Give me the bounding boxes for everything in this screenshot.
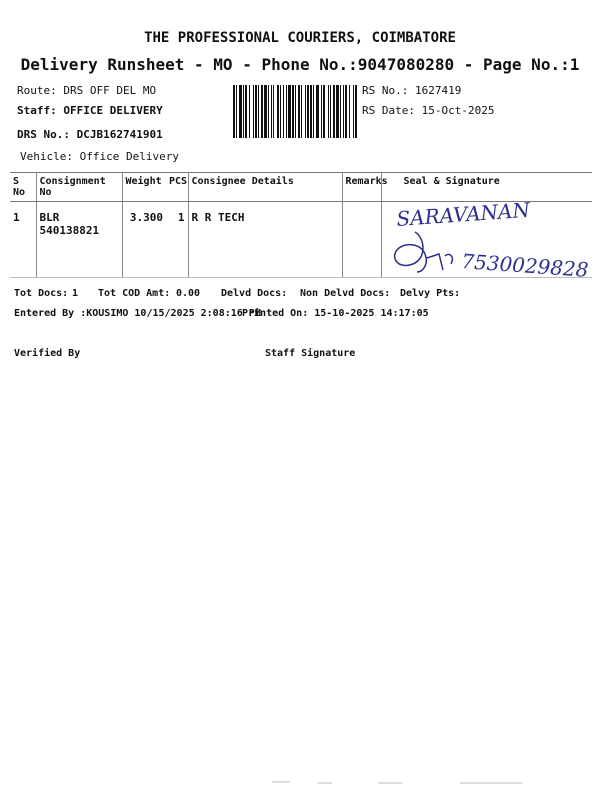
signature-phone: 7530029828	[460, 249, 590, 282]
col-header-pcs: PCS	[166, 173, 188, 202]
col-header-weight: Weight	[122, 173, 166, 202]
col-header-consignment: Consignment No	[36, 173, 122, 202]
staff-signature-label: Staff Signature	[265, 348, 356, 359]
printed-on: Printed On: 15-10-2025 14:17:05	[242, 308, 429, 319]
col-header-sno: S No	[10, 173, 36, 202]
signature-scrawl-icon	[395, 232, 453, 272]
cell-weight: 3.300	[122, 202, 166, 278]
cell-sno: 1	[10, 202, 36, 278]
scan-artifact	[0, 776, 600, 788]
cell-consignment: BLR 540138821	[36, 202, 122, 278]
drs-number: DRS No.: DCJB162741901	[17, 128, 163, 141]
runsheet-subtitle: Delivery Runsheet - MO - Phone No.:9047080280 - Page No.:1	[20, 55, 580, 74]
col-header-consignee: Consignee Details	[188, 173, 342, 202]
handwritten-signature	[385, 198, 590, 282]
non-delvd-docs: Non Delvd Docs:	[300, 288, 391, 299]
col-header-signature: Seal & Signature	[381, 173, 592, 202]
tot-cod-label: Tot COD Amt:	[98, 288, 171, 299]
tot-cod-value: 0.00	[176, 288, 201, 299]
verified-by: Verified By	[14, 348, 81, 359]
rs-number: RS No.: 1627419	[362, 84, 462, 97]
delvd-docs: Delvd Docs:	[221, 288, 288, 299]
route-info: Route: DRS OFF DEL MO	[17, 84, 157, 97]
staff-info: Staff: OFFICE DELIVERY	[17, 104, 163, 117]
company-title: THE PROFESSIONAL COURIERS, COIMBATORE	[144, 30, 456, 46]
barcode	[233, 85, 357, 138]
entered-by: Entered By :KOUSIMO 10/15/2025 2:08:16 PM	[14, 308, 261, 319]
vehicle-info: Vehicle: Office Delivery	[20, 150, 179, 163]
col-header-remarks: Remarks	[342, 173, 381, 202]
cell-consignee: R R TECH	[188, 202, 342, 278]
rs-date: RS Date: 15-Oct-2025	[362, 104, 495, 117]
cell-remarks	[342, 202, 381, 278]
delvy-pts: Delvy Pts:	[400, 288, 461, 299]
tot-docs-value: 1	[72, 288, 79, 299]
tot-docs-label: Tot Docs:	[14, 288, 69, 299]
cell-pcs: 1	[166, 202, 188, 278]
signature-name: SARAVANAN	[395, 198, 531, 231]
